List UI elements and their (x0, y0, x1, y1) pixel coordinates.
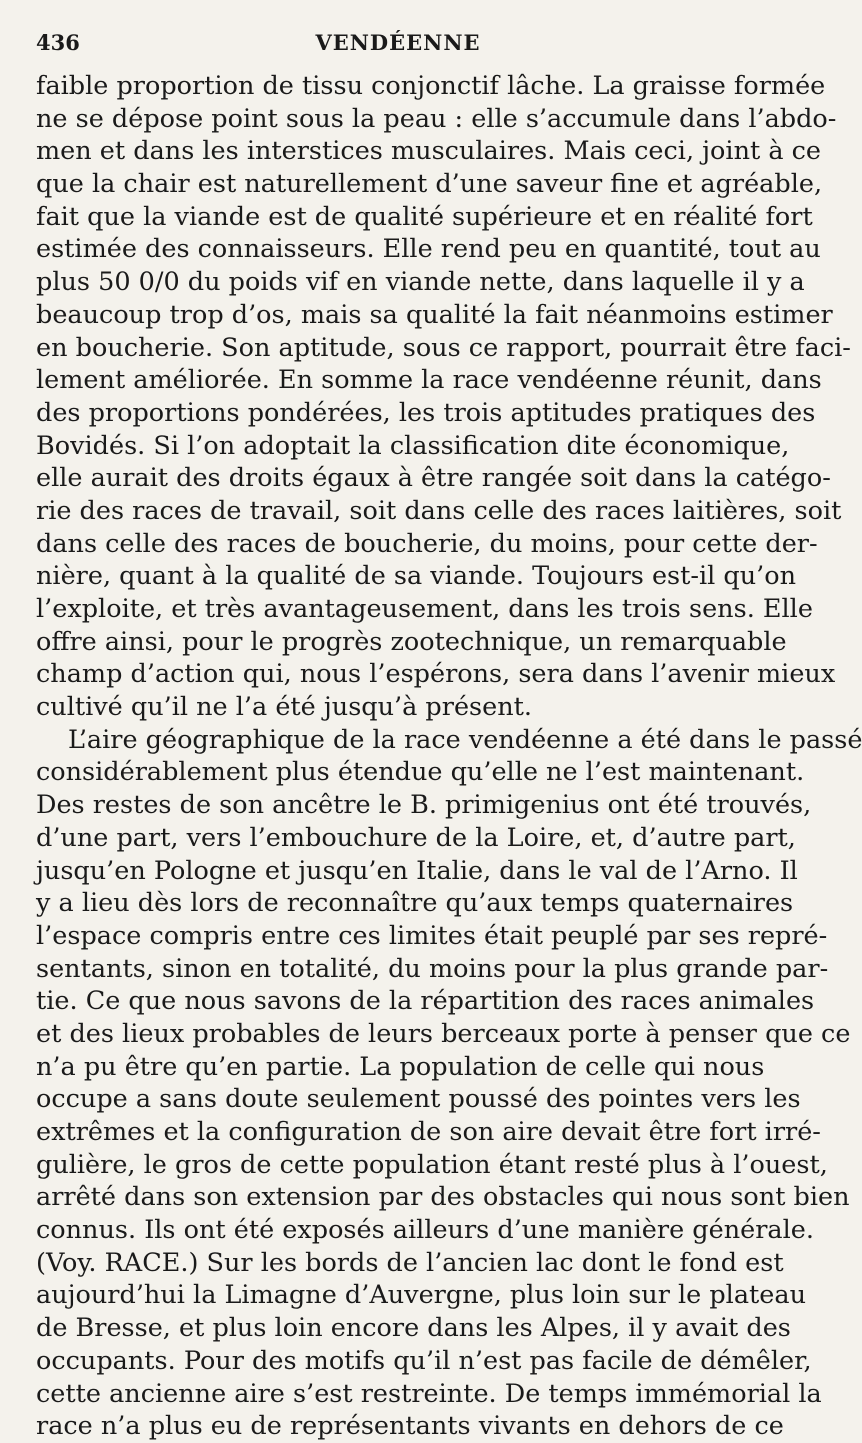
text-line: Bovidés. Si l’on adoptait la classification dite économique, (36, 430, 790, 461)
text-line: occupants. Pour des motifs qu’il n’est pas facile de démêler, (36, 1345, 812, 1376)
paragraph (36, 70, 851, 724)
text-line: l’espace compris entre ces limites était peuplé par ses repré- (36, 920, 828, 951)
page-number: 436 (36, 30, 80, 55)
text-line: cette ancienne aire s’est restreinte. De temps immémorial la (36, 1378, 822, 1409)
text-line: L’aire géographique de la race vendéenne a été dans le passé (68, 724, 862, 755)
text-line: cultivé qu’il ne l’a été jusqu’à présent. (36, 692, 532, 723)
text-line: lement améliorée. En somme la race vendéenne réunit, dans (36, 365, 822, 396)
text-line: d’une part, vers l’embouchure de la Loire, et, d’autre part, (36, 822, 796, 853)
text-line: ne se dépose point sous la peau : elle s’accumule dans l’abdo- (36, 103, 837, 134)
text-line: offre ainsi, pour le progrès zootechnique, un remarquable (36, 626, 787, 657)
body-text (36, 70, 862, 1443)
text-line: n’a pu être qu’en partie. La population de celle qui nous (36, 1051, 765, 1082)
text-line: fait que la viande est de qualité supérieure et en réalité fort (36, 201, 813, 232)
text-line: occupe a sans doute seulement poussé des pointes vers les (36, 1084, 801, 1115)
paragraph (36, 724, 862, 1443)
text-line: et des lieux probables de leurs berceaux porte à penser que ce (36, 1018, 851, 1049)
text-line: l’exploite, et très avantageusement, dans les trois sens. Elle (36, 594, 813, 624)
text-line: des proportions pondérées, les trois aptitudes pratiques des (36, 397, 816, 428)
running-head: VENDÉENNE (315, 30, 481, 55)
text-line: sentants, sinon en totalité, du moins pour la plus grande par- (36, 953, 829, 984)
text-line: men et dans les interstices musculaires. Mais ceci, joint à ce (36, 136, 822, 167)
text-line: (Voy. RACE.) Sur les bords de l’ancien lac dont le fond est (36, 1247, 784, 1278)
text-line: elle aurait des droits égaux à être rangée soit dans la catégo- (36, 463, 831, 494)
text-line: connus. Ils ont été exposés ailleurs d’une manière générale. (36, 1215, 814, 1246)
text-line: considérablement plus étendue qu’elle ne l’est maintenant. (36, 757, 805, 788)
text-line: champ d’action qui, nous l’espérons, sera dans l’avenir mieux (36, 659, 836, 690)
text-line: en boucherie. Son aptitude, sous ce rapport, pourrait être faci- (36, 332, 851, 363)
text-line: tie. Ce que nous savons de la répartition des races animales (36, 986, 815, 1017)
text-line: jusqu’en Pologne et jusqu’en Italie, dans le val de l’Arno. Il (36, 855, 798, 886)
text-line: race n’a plus eu de représentants vivants en dehors de ce (36, 1411, 784, 1442)
page-header (36, 30, 760, 60)
text-line: nière, quant à la qualité de sa viande. Toujours est-il qu’on (36, 561, 797, 592)
text-line: aujourd’hui la Limagne d’Auvergne, plus loin sur le plateau (36, 1280, 807, 1311)
text-line: y a lieu dès lors de reconnaître qu’aux temps quaternaires (36, 888, 794, 919)
text-line: de Bresse, et plus loin encore dans les Alpes, il y avait des (36, 1313, 791, 1344)
text-line: extrêmes et la configuration de son aire devait être fort irré- (36, 1117, 821, 1147)
text-line: que la chair est naturellement d’une saveur fine et agréable, (36, 169, 823, 200)
text-line: estimée des connaisseurs. Elle rend peu en quantité, tout au (36, 234, 821, 265)
text-line: beaucoup trop d’os, mais sa qualité la fait néanmoins estimer (36, 299, 833, 330)
text-line: plus 50 0/0 du poids vif en viande nette, dans laquelle il y a (36, 267, 805, 298)
text-line: faible proportion de tissu conjonctif lâche. La graisse formée (36, 71, 826, 101)
text-line: gulière, le gros de cette population étant resté plus à l’ouest, (36, 1149, 828, 1180)
text-line: dans celle des races de boucherie, du moins, pour cette der- (36, 528, 818, 559)
text-line: Des restes de son ancêtre le B. primigenius ont été trouvés, (36, 790, 812, 821)
text-line: arrêté dans son extension par des obstacles qui nous sont bien (36, 1182, 850, 1213)
text-line: rie des races de travail, soit dans celle des races laitières, soit (36, 495, 842, 526)
